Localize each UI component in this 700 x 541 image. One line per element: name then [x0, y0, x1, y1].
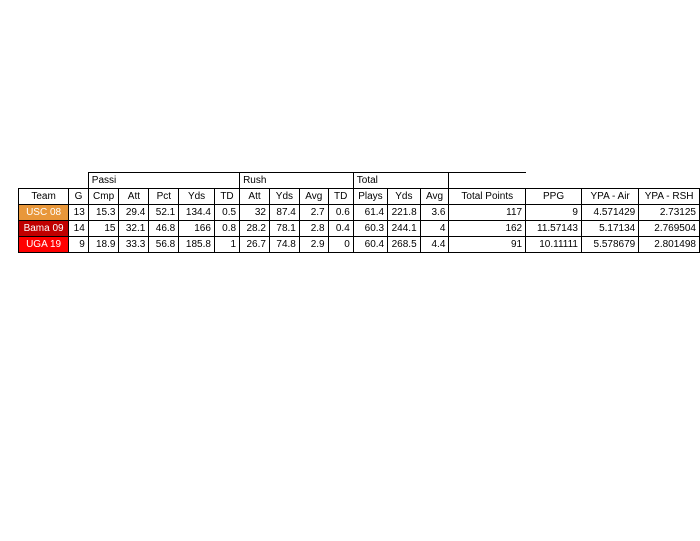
cell-rush-avg: 2.7: [299, 205, 328, 221]
col-header-pass-td: TD: [214, 189, 239, 205]
cell-rush-avg: 2.8: [299, 221, 328, 237]
cell-total-plays: 60.4: [353, 237, 387, 253]
defensive-stats-table: [18, 172, 700, 253]
cell-pass-yds: 134.4: [179, 205, 215, 221]
cell-pass-pct: 52.1: [149, 205, 179, 221]
cell-pass-cmp: 15: [88, 221, 119, 237]
col-header-pass-cmp: Cmp: [88, 189, 119, 205]
cell-total-plays: 60.3: [353, 221, 387, 237]
cell-ppg: 11.57143: [526, 221, 582, 237]
cell-ppg: 9: [526, 205, 582, 221]
cell-pass-td: 1: [214, 237, 239, 253]
group-header-row: [19, 173, 700, 189]
col-header-total-plays: Plays: [353, 189, 387, 205]
col-header-rush-avg: Avg: [299, 189, 328, 205]
group-header-rushing: Rush: [240, 173, 354, 189]
cell-pass-yds: 185.8: [179, 237, 215, 253]
cell-total-yds: 268.5: [388, 237, 421, 253]
cell-g: 14: [69, 221, 89, 237]
cell-rush-td: 0.6: [328, 205, 353, 221]
cell-rush-td: 0.4: [328, 221, 353, 237]
col-header-total-avg: Avg: [420, 189, 449, 205]
cell-pass-td: 0.8: [214, 221, 239, 237]
cell-g: 9: [69, 237, 89, 253]
col-header-g: G: [69, 189, 89, 205]
group-spacer-team: [19, 173, 69, 189]
column-header-row: [19, 189, 700, 205]
table-row: [19, 221, 700, 237]
cell-pass-yds: 166: [179, 221, 215, 237]
cell-ypa-air: 5.578679: [581, 237, 638, 253]
cell-team: USC 08: [19, 205, 69, 221]
cell-pass-att: 29.4: [119, 205, 149, 221]
cell-pass-cmp: 18.9: [88, 237, 119, 253]
group-spacer-ypa-air: [581, 173, 638, 189]
col-header-total-yds: Yds: [388, 189, 421, 205]
cell-rush-avg: 2.9: [299, 237, 328, 253]
stats-sheet: [18, 172, 700, 253]
cell-pass-att: 33.3: [119, 237, 149, 253]
cell-rush-att: 26.7: [240, 237, 270, 253]
group-spacer-ppg: [526, 173, 582, 189]
group-header-passing: Passi: [88, 173, 239, 189]
group-spacer-ypa-rsh: [639, 173, 700, 189]
col-header-rush-td: TD: [328, 189, 353, 205]
col-header-pass-yds: Yds: [179, 189, 215, 205]
cell-total-avg: 4.4: [420, 237, 449, 253]
cell-total-yds: 244.1: [388, 221, 421, 237]
cell-pass-pct: 56.8: [149, 237, 179, 253]
cell-rush-yds: 74.8: [269, 237, 299, 253]
cell-ypa-rsh: 2.769504: [639, 221, 700, 237]
col-header-total-points: Total Points: [449, 189, 526, 205]
cell-rush-att: 32: [240, 205, 270, 221]
cell-ypa-rsh: 2.801498: [639, 237, 700, 253]
table-row: [19, 237, 700, 253]
col-header-rush-att: Att: [240, 189, 270, 205]
col-header-ypa-rsh: YPA - RSH: [639, 189, 700, 205]
cell-pass-att: 32.1: [119, 221, 149, 237]
cell-pass-pct: 46.8: [149, 221, 179, 237]
col-header-team: Team: [19, 189, 69, 205]
cell-team: Bama 09: [19, 221, 69, 237]
cell-total-points: 117: [449, 205, 526, 221]
cell-rush-yds: 78.1: [269, 221, 299, 237]
cell-ppg: 10.11111: [526, 237, 582, 253]
cell-total-points: 91: [449, 237, 526, 253]
col-header-ypa-air: YPA - Air: [581, 189, 638, 205]
cell-ypa-air: 4.571429: [581, 205, 638, 221]
cell-g: 13: [69, 205, 89, 221]
cell-team: UGA 19: [19, 237, 69, 253]
col-header-ppg: PPG: [526, 189, 582, 205]
cell-pass-td: 0.5: [214, 205, 239, 221]
group-header-blank: [449, 173, 526, 189]
cell-ypa-rsh: 2.73125: [639, 205, 700, 221]
cell-total-points: 162: [449, 221, 526, 237]
cell-total-avg: 3.6: [420, 205, 449, 221]
cell-rush-td: 0: [328, 237, 353, 253]
cell-total-yds: 221.8: [388, 205, 421, 221]
cell-rush-yds: 87.4: [269, 205, 299, 221]
col-header-pass-pct: Pct: [149, 189, 179, 205]
cell-total-avg: 4: [420, 221, 449, 237]
cell-ypa-air: 5.17134: [581, 221, 638, 237]
cell-pass-cmp: 15.3: [88, 205, 119, 221]
cell-rush-att: 28.2: [240, 221, 270, 237]
table-row: [19, 205, 700, 221]
col-header-rush-yds: Yds: [269, 189, 299, 205]
cell-total-plays: 61.4: [353, 205, 387, 221]
group-header-total: Total: [353, 173, 449, 189]
col-header-pass-att: Att: [119, 189, 149, 205]
group-spacer-g: [69, 173, 89, 189]
